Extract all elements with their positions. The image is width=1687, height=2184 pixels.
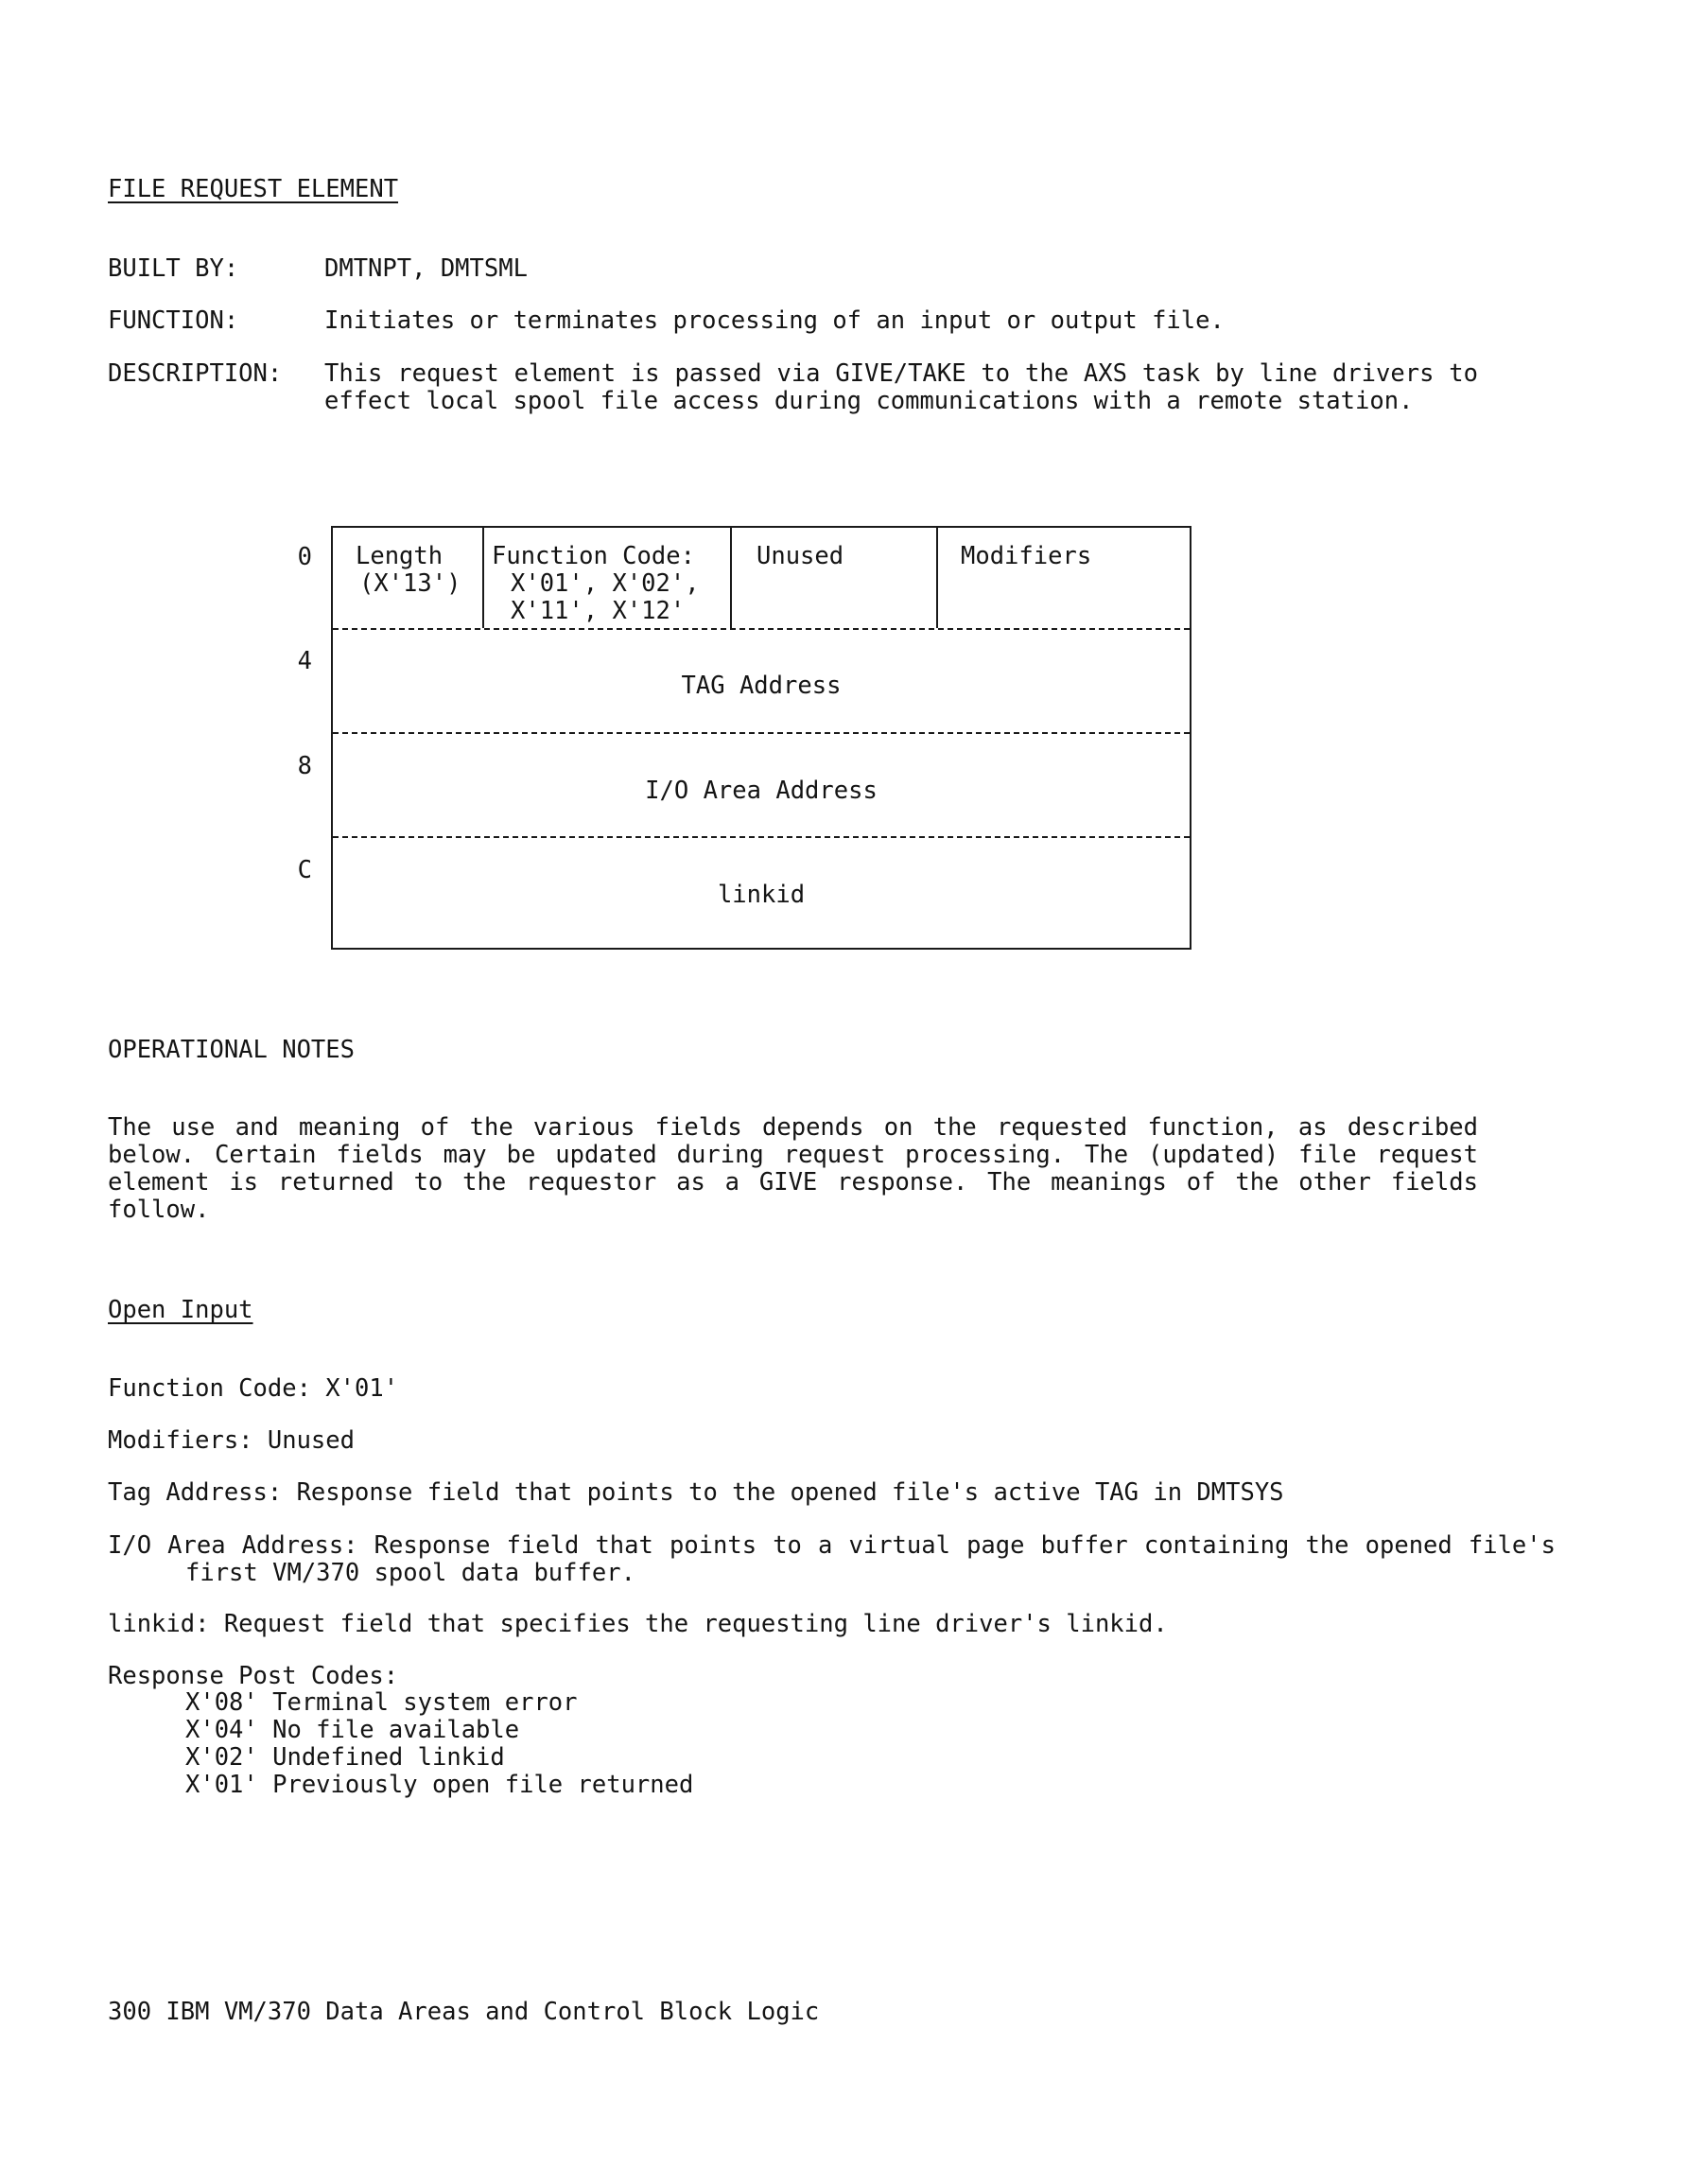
description-value: This request element is passed via GIVE/TAKE to the AXS task by line drivers to effect local spool file access during communications with a remote station. (324, 359, 1478, 415)
tag-address-line: Tag Address: Response field that points to the opened file's active TAG in DMTSYS (108, 1478, 1284, 1507)
length-value: (X'13') (359, 569, 461, 598)
built-by-value: DMTNPT, DMTSML (324, 254, 528, 283)
function-code-values-2: X'11', X'12' (511, 597, 686, 625)
row-divider (333, 628, 1190, 630)
response-post-codes-list (185, 1689, 693, 1799)
field-divider (936, 528, 938, 628)
io-area-address-line: I/O Area Address: Response field that points to a virtual page buffer containing the opened file's first VM/370 spool data buffer. (108, 1531, 1556, 1587)
open-input-heading: Open Input (108, 1296, 253, 1324)
function-code-label: Function Code: (492, 542, 695, 570)
modifiers-field: Modifiers (961, 542, 1092, 570)
page-footer: 300 IBM VM/370 Data Areas and Control Block Logic (108, 1998, 820, 2026)
response-post-codes-label: Response Post Codes: (108, 1662, 399, 1690)
operational-notes-text: The use and meaning of the various fields depends on the requested function, as described below. Certain fields may be updated during request processing. The (updated) file request element is returned to the requestor as a GIVE response. The meanings of the other fields follow. (108, 1113, 1478, 1224)
row-divider (333, 732, 1190, 734)
function-code-values-1: X'01', X'02', (511, 569, 700, 598)
function-value: Initiates or terminates processing of an input or output file. (324, 306, 1225, 335)
tag-address-field: TAG Address (681, 672, 842, 700)
offset-4: 4 (297, 647, 312, 675)
offset-0: 0 (297, 543, 312, 571)
list-item: X'02' Undefined linkid (185, 1743, 505, 1772)
linkid-line: linkid: Request field that specifies the requesting line driver's linkid. (108, 1610, 1168, 1638)
function-code-line: Function Code: X'01' (108, 1374, 399, 1403)
diagram-row-0 (333, 528, 1190, 628)
linkid-field: linkid (717, 881, 806, 909)
built-by-label: BUILT BY: (108, 254, 239, 283)
row-divider (333, 836, 1190, 838)
offset-c: C (297, 856, 312, 884)
page-title: FILE REQUEST ELEMENT (108, 175, 399, 203)
operational-notes-heading: OPERATIONAL NOTES (108, 1036, 355, 1064)
modifiers-line: Modifiers: Unused (108, 1426, 355, 1455)
control-block-diagram (331, 526, 1191, 950)
field-divider (482, 528, 484, 628)
length-label: Length (356, 542, 443, 570)
list-item: X'01' Previously open file returned (185, 1771, 694, 1799)
unused-field: Unused (757, 542, 844, 570)
list-item: X'08' Terminal system error (185, 1688, 578, 1717)
list-item: X'04' No file available (185, 1716, 520, 1744)
io-area-address-field: I/O Area Address (645, 777, 878, 805)
offset-8: 8 (297, 752, 312, 780)
function-label: FUNCTION: (108, 306, 239, 335)
description-label: DESCRIPTION: (108, 359, 283, 388)
field-divider (730, 528, 732, 628)
